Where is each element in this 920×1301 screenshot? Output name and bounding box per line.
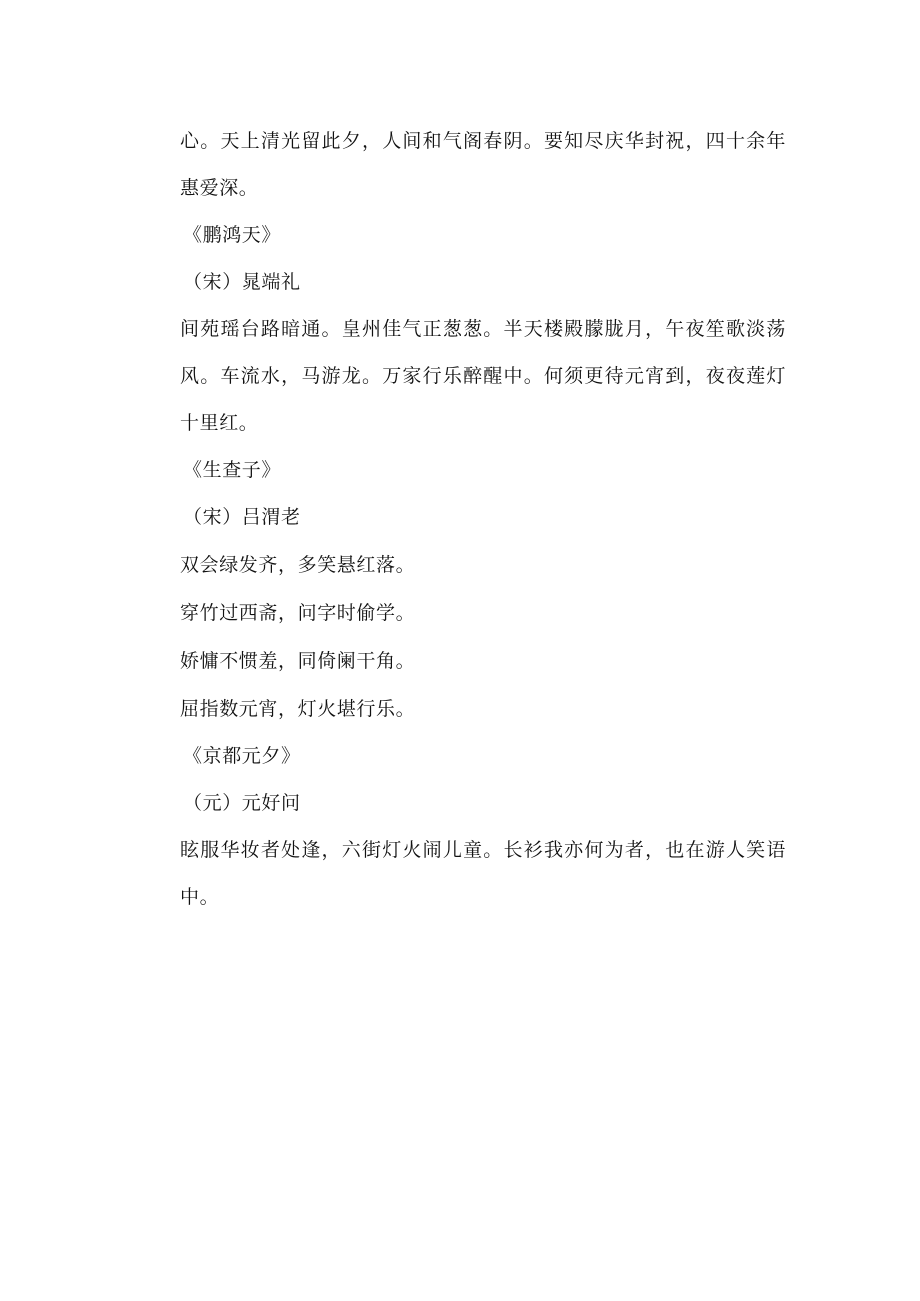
- document-body: [180, 118, 786, 921]
- poem-line-1: 双会绿发齐，多笑悬红落。: [180, 554, 416, 576]
- paragraph-continuation: 心。天上清光留此夕，人间和气阁春阴。要知尽庆华封祝，四十余年惠爱深。: [180, 130, 786, 199]
- poem-author-yuan-haowen: （元）元好问: [183, 792, 301, 814]
- poem-line-3: 娇慵不惯羞，同倚阑干角。: [180, 650, 416, 672]
- poem-body-penghongtian: 间苑瑶台路暗通。皇州佳气正葱葱。半天楼殿朦胧月，午夜笙歌淡荡风。车流水，马游龙。万家行乐醉醒中。何须更待元宵到，夜夜莲灯十里红。: [180, 318, 786, 434]
- poem-line-2: 穿竹过西斋，问字时偷学。: [180, 602, 416, 624]
- poem-author-chao-duanli: （宋）晁端礼: [183, 271, 301, 293]
- poem-body-jingdu-yuanxi: 眩服华妆者处逢，六街灯火闹儿童。长衫我亦何为者，也在游人笑语中。: [180, 839, 786, 908]
- poem-title-penghongtian: 《鹏鸿天》: [183, 224, 282, 246]
- poem-title-jingdu-yuanxi: 《京都元夕》: [183, 745, 301, 767]
- poem-title-shengzhazi: 《生查子》: [183, 459, 282, 481]
- poem-author-lv-weilao: （宋）吕渭老: [183, 506, 301, 528]
- poem-line-4: 屈指数元宵，灯火堪行乐。: [180, 698, 416, 720]
